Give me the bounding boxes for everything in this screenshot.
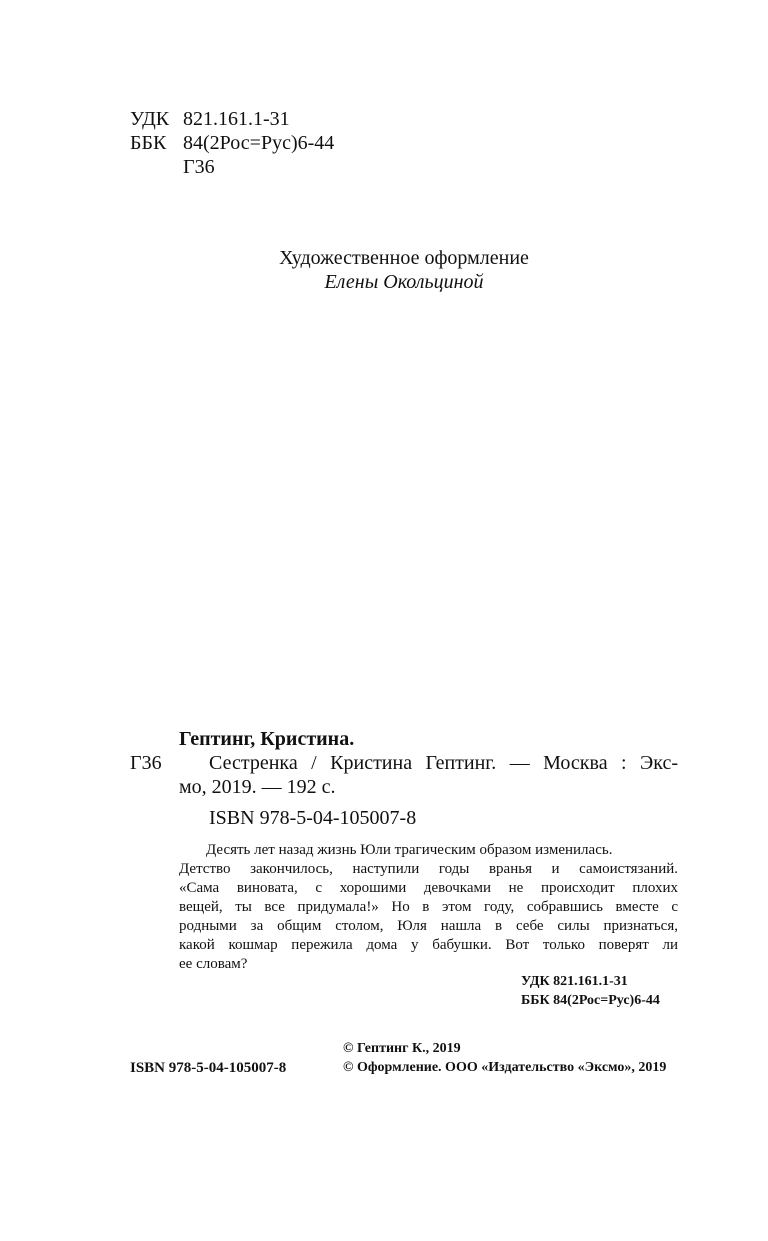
footer-isbn: ISBN 978-5-04-105007-8 [130, 1060, 287, 1076]
author-mark: Г36 [183, 156, 215, 178]
copyright-author: © Гептинг К., 2019 [343, 1041, 461, 1056]
card-author: Гептинг, Кристина. [179, 728, 355, 750]
annotation-line: ее словам? [179, 956, 248, 972]
udk-value: 821.161.1-31 [183, 108, 290, 130]
bbk-label: ББК [130, 132, 167, 154]
card-udk: УДК 821.161.1-31 [521, 974, 628, 989]
bbk-value: 84(2Рос=Рус)6-44 [183, 132, 335, 154]
udk-label: УДК [130, 108, 170, 130]
card-title-line1: Сестренка / Кристина Гептинг. — Москва : Экс- [209, 752, 678, 774]
annotation-line: вещей, ты все придумала!» Но в этом году, собравшись вместе с [179, 899, 678, 915]
card-title-line2: мо, 2019. — 192 с. [179, 776, 336, 798]
annotation-line: родными за общим столом, Юля нашла в себе силы признаться, [179, 918, 678, 934]
card-mark: Г36 [130, 752, 162, 774]
annotation-line: Детство закончилось, наступили годы вранья и самоистязаний. [179, 861, 678, 877]
annotation-line: «Сама виновата, с хорошими девочками не происходит плохих [179, 880, 678, 896]
credits-line: Художественное оформление [279, 247, 529, 269]
copyright-design: © Оформление. ООО «Издательство «Эксмо», 2019 [343, 1060, 667, 1075]
annotation-line: какой кошмар пережила дома у бабушки. Вот только поверят ли [179, 937, 678, 953]
card-isbn: ISBN 978-5-04-105007-8 [209, 807, 417, 829]
annotation-line: Десять лет назад жизнь Юли трагическим образом изменилась. [206, 842, 613, 858]
card-bbk: ББК 84(2Рос=Рус)6-44 [521, 993, 660, 1008]
credits-artist: Елены Окольциной [324, 271, 484, 293]
